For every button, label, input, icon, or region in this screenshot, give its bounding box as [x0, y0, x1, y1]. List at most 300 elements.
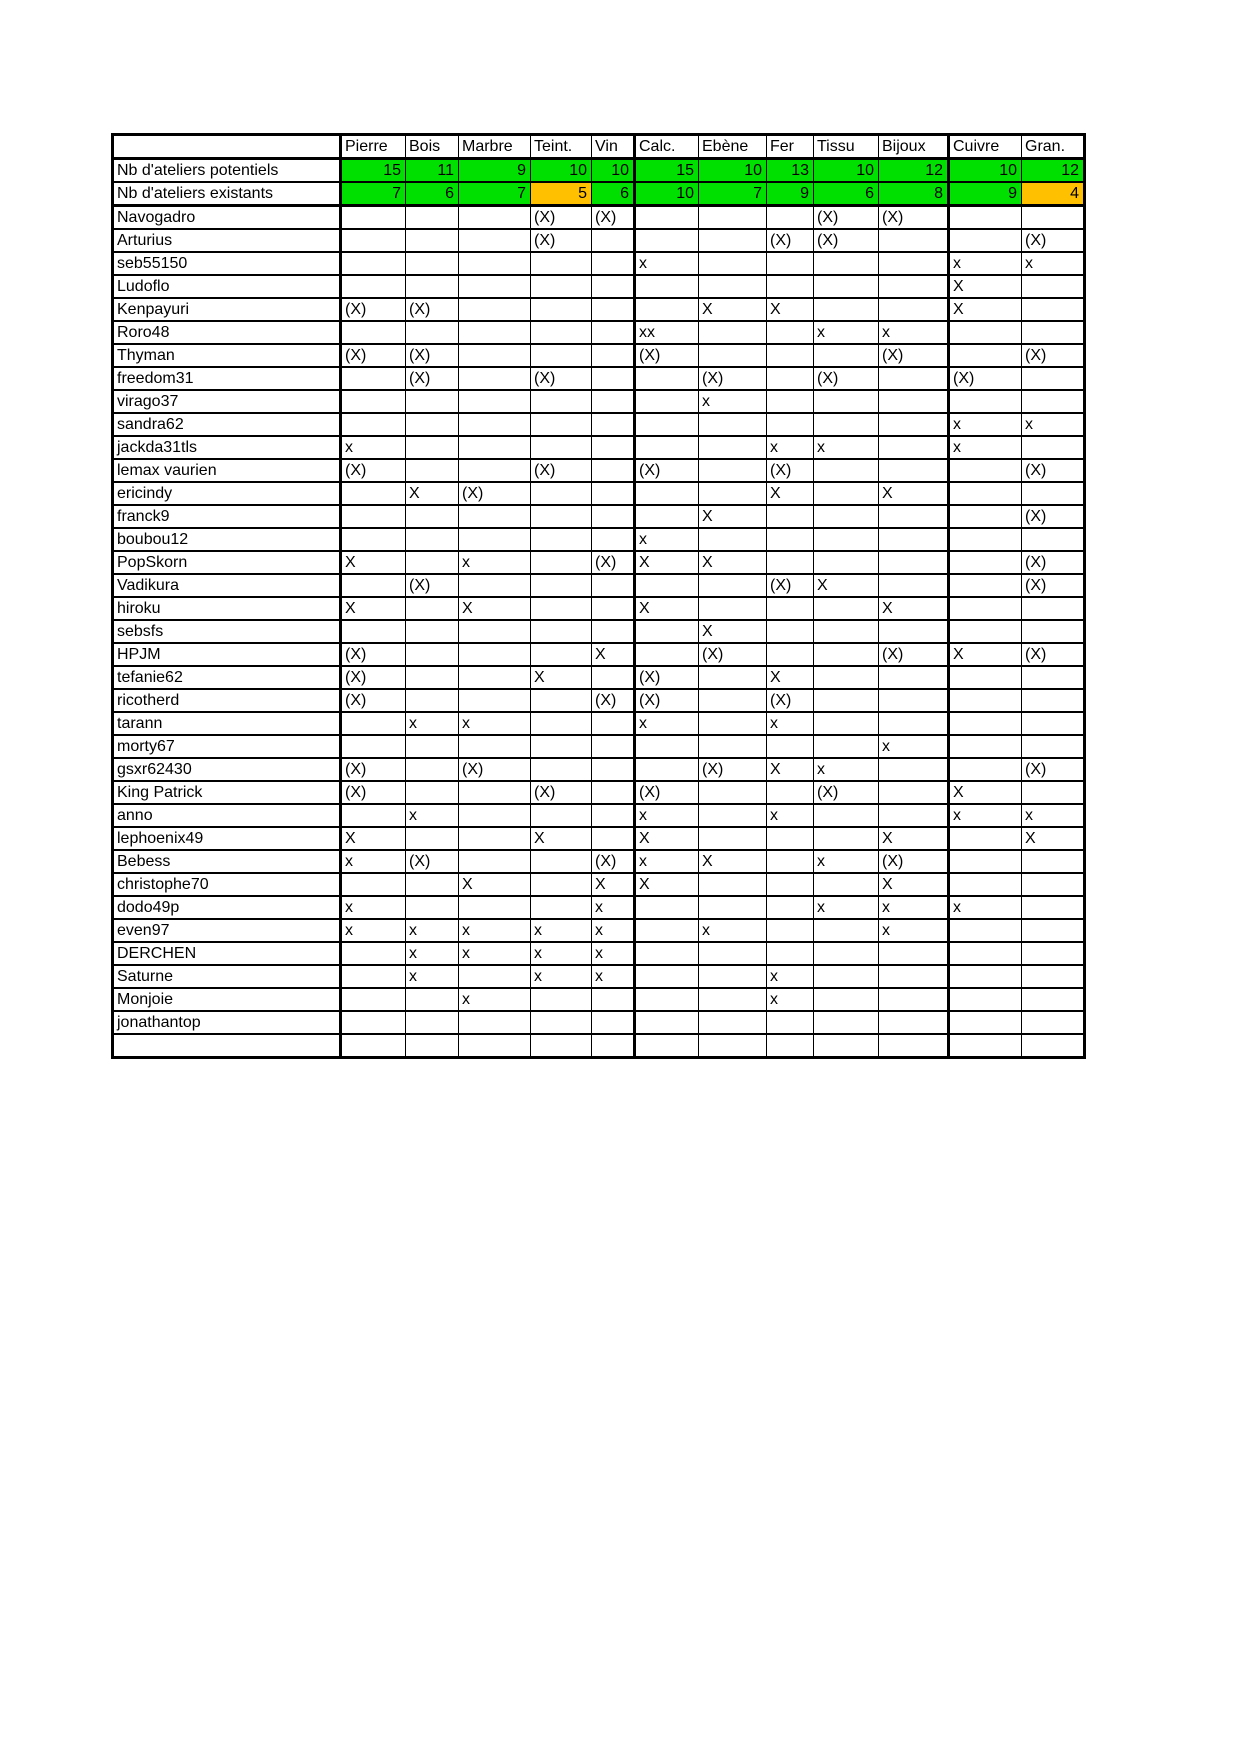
- player-name: franck9: [113, 505, 341, 528]
- mark-cell: [949, 459, 1022, 482]
- mark-cell: x: [767, 436, 814, 459]
- mark-cell: [879, 666, 949, 689]
- mark-cell: [592, 298, 635, 321]
- mark-cell: [814, 505, 879, 528]
- mark-cell: [635, 367, 699, 390]
- mark-cell: x: [1022, 252, 1085, 275]
- mark-cell: [814, 390, 879, 413]
- player-name: PopSkorn: [113, 551, 341, 574]
- player-name: Bebess: [113, 850, 341, 873]
- mark-cell: X: [406, 482, 459, 505]
- mark-cell: x: [635, 252, 699, 275]
- mark-cell: (X): [531, 459, 592, 482]
- mark-cell: [879, 229, 949, 252]
- mark-cell: [406, 528, 459, 551]
- mark-cell: [767, 1011, 814, 1034]
- mark-cell: [949, 758, 1022, 781]
- player-row: [113, 436, 1085, 459]
- player-row: [113, 873, 1085, 896]
- mark-cell: (X): [1022, 459, 1085, 482]
- player-row: [113, 413, 1085, 436]
- mark-cell: x: [406, 919, 459, 942]
- mark-cell: [592, 781, 635, 804]
- mark-cell: [531, 528, 592, 551]
- mark-cell: X: [699, 298, 767, 321]
- mark-cell: X: [459, 597, 531, 620]
- mark-cell: X: [949, 781, 1022, 804]
- mark-cell: (X): [1022, 574, 1085, 597]
- player-row: [113, 551, 1085, 574]
- player-row: [113, 689, 1085, 712]
- mark-cell: [699, 229, 767, 252]
- mark-cell: [879, 275, 949, 298]
- player-row: [113, 206, 1085, 230]
- player-name: Roro48: [113, 321, 341, 344]
- column-header: Teint.: [531, 135, 592, 159]
- mark-cell: [1022, 781, 1085, 804]
- mark-cell: (X): [699, 643, 767, 666]
- potentials-row: [113, 159, 1085, 183]
- mark-cell: [879, 367, 949, 390]
- player-name: christophe70: [113, 873, 341, 896]
- mark-cell: [592, 436, 635, 459]
- player-name: Vadikura: [113, 574, 341, 597]
- mark-cell: [949, 873, 1022, 896]
- mark-cell: [699, 252, 767, 275]
- mark-cell: [531, 436, 592, 459]
- mark-cell: [635, 574, 699, 597]
- mark-cell: xx: [635, 321, 699, 344]
- mark-cell: x: [1022, 804, 1085, 827]
- mark-cell: [949, 344, 1022, 367]
- mark-cell: (X): [767, 459, 814, 482]
- mark-cell: [699, 735, 767, 758]
- mark-cell: (X): [879, 643, 949, 666]
- mark-cell: [635, 275, 699, 298]
- mark-cell: [814, 528, 879, 551]
- mark-cell: [767, 321, 814, 344]
- mark-cell: [531, 344, 592, 367]
- empty-cell: [814, 1034, 879, 1058]
- mark-cell: [699, 804, 767, 827]
- mark-cell: [406, 988, 459, 1011]
- mark-cell: [949, 1011, 1022, 1034]
- mark-cell: [1022, 298, 1085, 321]
- mark-cell: [879, 942, 949, 965]
- mark-cell: [531, 482, 592, 505]
- mark-cell: [1022, 275, 1085, 298]
- player-row: [113, 919, 1085, 942]
- mark-cell: (X): [341, 758, 406, 781]
- mark-cell: (X): [592, 206, 635, 230]
- mark-cell: [459, 298, 531, 321]
- mark-cell: x: [406, 804, 459, 827]
- mark-cell: [949, 712, 1022, 735]
- mark-cell: x: [459, 942, 531, 965]
- mark-cell: x: [767, 965, 814, 988]
- mark-cell: X: [767, 482, 814, 505]
- player-row: [113, 850, 1085, 873]
- mark-cell: [1022, 919, 1085, 942]
- mark-cell: [531, 689, 592, 712]
- mark-cell: X: [767, 758, 814, 781]
- mark-cell: [592, 390, 635, 413]
- mark-cell: [341, 942, 406, 965]
- existing-count-cell: 9: [949, 182, 1022, 206]
- mark-cell: [531, 252, 592, 275]
- ateliers-table: [111, 133, 1086, 1059]
- player-row: [113, 275, 1085, 298]
- column-header: Calc.: [635, 135, 699, 159]
- mark-cell: (X): [341, 298, 406, 321]
- potential-count-cell: 12: [1022, 159, 1085, 183]
- mark-cell: [879, 528, 949, 551]
- mark-cell: [459, 1011, 531, 1034]
- mark-cell: x: [814, 436, 879, 459]
- mark-cell: [459, 850, 531, 873]
- mark-cell: x: [406, 712, 459, 735]
- mark-cell: [949, 965, 1022, 988]
- mark-cell: X: [341, 597, 406, 620]
- player-name: King Patrick: [113, 781, 341, 804]
- mark-cell: [635, 643, 699, 666]
- mark-cell: [635, 965, 699, 988]
- mark-cell: [949, 528, 1022, 551]
- mark-cell: [592, 712, 635, 735]
- mark-cell: [406, 735, 459, 758]
- mark-cell: [635, 229, 699, 252]
- mark-cell: [814, 551, 879, 574]
- mark-cell: [879, 712, 949, 735]
- mark-cell: [767, 919, 814, 942]
- mark-cell: [635, 919, 699, 942]
- player-name: Saturne: [113, 965, 341, 988]
- mark-cell: [879, 551, 949, 574]
- mark-cell: x: [814, 758, 879, 781]
- mark-cell: [341, 413, 406, 436]
- mark-cell: x: [341, 896, 406, 919]
- mark-cell: [879, 1011, 949, 1034]
- player-row: [113, 781, 1085, 804]
- mark-cell: X: [341, 827, 406, 850]
- mark-cell: X: [699, 620, 767, 643]
- existing-count-cell: 10: [635, 182, 699, 206]
- player-name: Navogadro: [113, 206, 341, 230]
- mark-cell: [531, 735, 592, 758]
- mark-cell: [459, 413, 531, 436]
- mark-cell: x: [592, 942, 635, 965]
- player-name: anno: [113, 804, 341, 827]
- mark-cell: [459, 275, 531, 298]
- mark-cell: X: [949, 298, 1022, 321]
- mark-cell: [1022, 988, 1085, 1011]
- mark-cell: [879, 390, 949, 413]
- mark-cell: [459, 620, 531, 643]
- mark-cell: [531, 413, 592, 436]
- mark-cell: [767, 620, 814, 643]
- mark-cell: x: [699, 919, 767, 942]
- mark-cell: X: [879, 597, 949, 620]
- player-name: dodo49p: [113, 896, 341, 919]
- mark-cell: [699, 896, 767, 919]
- mark-cell: [592, 459, 635, 482]
- column-header: Cuivre: [949, 135, 1022, 159]
- mark-cell: (X): [406, 298, 459, 321]
- mark-cell: [814, 666, 879, 689]
- mark-cell: [459, 666, 531, 689]
- mark-cell: (X): [406, 367, 459, 390]
- player-row: [113, 735, 1085, 758]
- mark-cell: [1022, 873, 1085, 896]
- mark-cell: [406, 390, 459, 413]
- mark-cell: (X): [635, 459, 699, 482]
- mark-cell: [949, 390, 1022, 413]
- player-name: gsxr62430: [113, 758, 341, 781]
- mark-cell: [635, 896, 699, 919]
- mark-cell: [767, 827, 814, 850]
- mark-cell: [949, 574, 1022, 597]
- mark-cell: [459, 436, 531, 459]
- mark-cell: [531, 873, 592, 896]
- mark-cell: [1022, 1011, 1085, 1034]
- player-row: [113, 620, 1085, 643]
- mark-cell: [592, 620, 635, 643]
- potential-count-cell: 13: [767, 159, 814, 183]
- mark-cell: [341, 965, 406, 988]
- mark-cell: [406, 275, 459, 298]
- mark-cell: [1022, 712, 1085, 735]
- player-name: jackda31tls: [113, 436, 341, 459]
- mark-cell: [1022, 528, 1085, 551]
- player-name: Thyman: [113, 344, 341, 367]
- mark-cell: [531, 275, 592, 298]
- mark-cell: [699, 344, 767, 367]
- mark-cell: (X): [341, 643, 406, 666]
- mark-cell: (X): [592, 850, 635, 873]
- mark-cell: (X): [341, 689, 406, 712]
- mark-cell: [699, 459, 767, 482]
- mark-cell: (X): [341, 781, 406, 804]
- existing-count-cell: 4: [1022, 182, 1085, 206]
- player-name: ericindy: [113, 482, 341, 505]
- mark-cell: x: [406, 965, 459, 988]
- player-name: Monjoie: [113, 988, 341, 1011]
- mark-cell: [341, 873, 406, 896]
- player-name: tefanie62: [113, 666, 341, 689]
- mark-cell: [531, 758, 592, 781]
- player-row: [113, 321, 1085, 344]
- mark-cell: (X): [879, 850, 949, 873]
- mark-cell: [531, 321, 592, 344]
- mark-cell: [879, 689, 949, 712]
- mark-cell: [879, 459, 949, 482]
- mark-cell: [699, 413, 767, 436]
- mark-cell: (X): [1022, 551, 1085, 574]
- mark-cell: [592, 321, 635, 344]
- mark-cell: x: [879, 735, 949, 758]
- mark-cell: [699, 988, 767, 1011]
- mark-cell: [814, 1011, 879, 1034]
- mark-cell: [635, 735, 699, 758]
- mark-cell: x: [767, 988, 814, 1011]
- column-header: Marbre: [459, 135, 531, 159]
- mark-cell: [1022, 689, 1085, 712]
- mark-cell: [879, 574, 949, 597]
- mark-cell: [592, 827, 635, 850]
- player-row: [113, 574, 1085, 597]
- column-header: Fer: [767, 135, 814, 159]
- mark-cell: [406, 689, 459, 712]
- mark-cell: [949, 666, 1022, 689]
- mark-cell: [699, 597, 767, 620]
- mark-cell: [459, 459, 531, 482]
- mark-cell: [949, 551, 1022, 574]
- mark-cell: [949, 827, 1022, 850]
- player-row: [113, 942, 1085, 965]
- player-name: seb55150: [113, 252, 341, 275]
- mark-cell: x: [459, 988, 531, 1011]
- mark-cell: [406, 643, 459, 666]
- potential-count-cell: 12: [879, 159, 949, 183]
- mark-cell: [459, 735, 531, 758]
- mark-cell: [341, 804, 406, 827]
- mark-cell: [592, 735, 635, 758]
- mark-cell: [767, 275, 814, 298]
- potential-count-cell: 10: [592, 159, 635, 183]
- mark-cell: [406, 758, 459, 781]
- mark-cell: X: [767, 298, 814, 321]
- player-row: [113, 712, 1085, 735]
- mark-cell: [592, 666, 635, 689]
- mark-cell: (X): [814, 367, 879, 390]
- mark-cell: (X): [531, 206, 592, 230]
- mark-cell: X: [592, 873, 635, 896]
- mark-cell: [879, 758, 949, 781]
- mark-cell: [1022, 942, 1085, 965]
- mark-cell: X: [879, 827, 949, 850]
- mark-cell: X: [592, 643, 635, 666]
- mark-cell: [635, 620, 699, 643]
- mark-cell: [531, 505, 592, 528]
- player-name: sebsfs: [113, 620, 341, 643]
- mark-cell: [531, 988, 592, 1011]
- empty-row-label: [113, 1034, 341, 1058]
- mark-cell: [814, 827, 879, 850]
- mark-cell: x: [531, 942, 592, 965]
- mark-cell: (X): [699, 758, 767, 781]
- mark-cell: [635, 482, 699, 505]
- player-row: [113, 643, 1085, 666]
- potential-count-cell: 15: [635, 159, 699, 183]
- potential-count-cell: 10: [814, 159, 879, 183]
- mark-cell: [767, 781, 814, 804]
- mark-cell: [1022, 666, 1085, 689]
- mark-cell: x: [592, 965, 635, 988]
- player-name: Arturius: [113, 229, 341, 252]
- mark-cell: [592, 1011, 635, 1034]
- column-header: Pierre: [341, 135, 406, 159]
- mark-cell: [767, 850, 814, 873]
- mark-cell: x: [814, 850, 879, 873]
- mark-cell: [879, 781, 949, 804]
- mark-cell: (X): [767, 689, 814, 712]
- mark-cell: [879, 505, 949, 528]
- player-name: hiroku: [113, 597, 341, 620]
- mark-cell: [814, 597, 879, 620]
- mark-cell: [814, 689, 879, 712]
- mark-cell: [459, 344, 531, 367]
- mark-cell: x: [635, 528, 699, 551]
- mark-cell: (X): [879, 344, 949, 367]
- mark-cell: [699, 574, 767, 597]
- mark-cell: [699, 942, 767, 965]
- mark-cell: [406, 873, 459, 896]
- mark-cell: [699, 321, 767, 344]
- mark-cell: [699, 689, 767, 712]
- mark-cell: [949, 942, 1022, 965]
- mark-cell: [406, 413, 459, 436]
- player-row: [113, 804, 1085, 827]
- mark-cell: X: [949, 643, 1022, 666]
- potential-count-cell: 15: [341, 159, 406, 183]
- empty-cell: [767, 1034, 814, 1058]
- mark-cell: [531, 804, 592, 827]
- mark-cell: [341, 275, 406, 298]
- mark-cell: [814, 735, 879, 758]
- mark-cell: [341, 321, 406, 344]
- player-row: [113, 367, 1085, 390]
- empty-cell: [699, 1034, 767, 1058]
- mark-cell: [406, 206, 459, 230]
- mark-cell: [767, 413, 814, 436]
- mark-cell: [949, 597, 1022, 620]
- mark-cell: [531, 298, 592, 321]
- mark-cell: [341, 252, 406, 275]
- mark-cell: [592, 505, 635, 528]
- existing-count-cell: 6: [814, 182, 879, 206]
- mark-cell: [949, 229, 1022, 252]
- mark-cell: (X): [1022, 229, 1085, 252]
- mark-cell: [814, 988, 879, 1011]
- mark-cell: [1022, 850, 1085, 873]
- mark-cell: X: [635, 827, 699, 850]
- player-name: morty67: [113, 735, 341, 758]
- mark-cell: [879, 804, 949, 827]
- empty-cell: [531, 1034, 592, 1058]
- mark-cell: X: [459, 873, 531, 896]
- mark-cell: [341, 528, 406, 551]
- mark-cell: [459, 896, 531, 919]
- player-row: [113, 666, 1085, 689]
- empty-cell: [949, 1034, 1022, 1058]
- mark-cell: [406, 597, 459, 620]
- mark-cell: x: [531, 919, 592, 942]
- mark-cell: [406, 229, 459, 252]
- mark-cell: [699, 482, 767, 505]
- player-name: even97: [113, 919, 341, 942]
- mark-cell: [699, 666, 767, 689]
- mark-cell: [531, 712, 592, 735]
- mark-cell: [592, 413, 635, 436]
- mark-cell: [406, 459, 459, 482]
- player-name: ricotherd: [113, 689, 341, 712]
- mark-cell: [406, 896, 459, 919]
- mark-cell: x: [459, 551, 531, 574]
- mark-cell: [767, 528, 814, 551]
- empty-cell: [459, 1034, 531, 1058]
- mark-cell: [879, 252, 949, 275]
- mark-cell: [635, 298, 699, 321]
